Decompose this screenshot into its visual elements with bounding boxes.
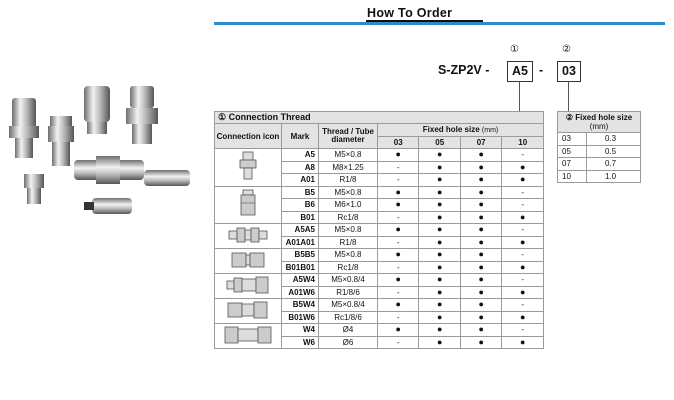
available-dot: ● bbox=[502, 161, 544, 174]
connection-fitting-icon bbox=[224, 326, 272, 344]
header-size-05: 05 bbox=[419, 136, 460, 149]
connection-table-caption: ① Connection Thread bbox=[215, 112, 544, 124]
part1-marker: ① bbox=[510, 44, 519, 55]
available-dot: ● bbox=[419, 299, 460, 312]
order-code-part1: A5 bbox=[507, 61, 533, 82]
available-dot: ● bbox=[378, 249, 419, 262]
connection-icon-group-2 bbox=[215, 186, 282, 224]
unavailable-dash: - bbox=[378, 174, 419, 187]
connection-fitting-icon bbox=[237, 151, 259, 181]
thread-cell: M5×0.8 bbox=[319, 224, 378, 237]
available-dot: ● bbox=[502, 211, 544, 224]
connection-icon-group-5 bbox=[215, 274, 282, 299]
connection-fitting-icon bbox=[226, 301, 270, 319]
available-dot: ● bbox=[502, 336, 544, 349]
available-dot: ● bbox=[419, 236, 460, 249]
unavailable-dash: - bbox=[378, 311, 419, 324]
header-fixed-hole-size bbox=[378, 124, 544, 137]
thread-cell: R1/8/6 bbox=[319, 286, 378, 299]
unavailable-dash: - bbox=[378, 161, 419, 174]
fitting-3 bbox=[84, 86, 110, 134]
unavailable-dash: - bbox=[378, 261, 419, 274]
available-dot: ● bbox=[502, 286, 544, 299]
header-connection-icon: Connection icon bbox=[215, 124, 282, 149]
available-dot: ● bbox=[419, 224, 460, 237]
unavailable-dash: - bbox=[378, 336, 419, 349]
hole-size-value: 0.5 bbox=[587, 145, 641, 158]
page-title: How To Order bbox=[367, 6, 453, 20]
fitting-1 bbox=[9, 98, 39, 158]
unavailable-dash: - bbox=[502, 299, 544, 312]
mark-cell: B5B5 bbox=[282, 249, 319, 262]
fitting-8 bbox=[84, 198, 132, 214]
mark-cell: B5W4 bbox=[282, 299, 319, 312]
mark-cell: A5W4 bbox=[282, 274, 319, 287]
mark-cell: W4 bbox=[282, 324, 319, 337]
mark-cell: A8 bbox=[282, 161, 319, 174]
mark-cell: B6 bbox=[282, 199, 319, 212]
unavailable-dash: - bbox=[502, 274, 544, 287]
available-dot: ● bbox=[378, 324, 419, 337]
hole-size-title: ② Fixed hole size bbox=[565, 113, 633, 122]
mark-cell: A01W6 bbox=[282, 286, 319, 299]
mark-cell: B01W6 bbox=[282, 311, 319, 324]
mark-cell: A5 bbox=[282, 149, 319, 162]
order-code-prefix: S-ZP2V - bbox=[438, 63, 490, 77]
unavailable-dash: - bbox=[502, 199, 544, 212]
header-size-07: 07 bbox=[460, 136, 501, 149]
connection-fitting-icon bbox=[237, 189, 259, 219]
available-dot: ● bbox=[460, 249, 501, 262]
table-row bbox=[215, 224, 544, 237]
mark-cell: A01 bbox=[282, 174, 319, 187]
connection-icon-group-4 bbox=[215, 249, 282, 274]
unavailable-dash: - bbox=[378, 286, 419, 299]
available-dot: ● bbox=[419, 211, 460, 224]
available-dot: ● bbox=[419, 286, 460, 299]
thread-cell: Ø6 bbox=[319, 336, 378, 349]
available-dot: ● bbox=[502, 236, 544, 249]
hole-size-row bbox=[558, 158, 641, 171]
available-dot: ● bbox=[460, 299, 501, 312]
thread-cell: Rc1/8 bbox=[319, 211, 378, 224]
thread-cell: Rc1/8/6 bbox=[319, 311, 378, 324]
thread-cell: R1/8 bbox=[319, 174, 378, 187]
hole-size-code: 05 bbox=[558, 145, 587, 158]
mark-cell: W6 bbox=[282, 336, 319, 349]
connection-fitting-icon bbox=[228, 251, 268, 269]
header-hole-unit: (mm) bbox=[481, 127, 499, 135]
thread-cell: M6×1.0 bbox=[319, 199, 378, 212]
hole-size-table-header bbox=[558, 112, 641, 133]
available-dot: ● bbox=[419, 274, 460, 287]
available-dot: ● bbox=[460, 174, 501, 187]
table-row bbox=[215, 249, 544, 262]
part2-leader-line bbox=[568, 81, 569, 111]
unavailable-dash: - bbox=[502, 224, 544, 237]
fitting-2 bbox=[48, 116, 74, 166]
hole-size-value: 0.3 bbox=[587, 133, 641, 146]
available-dot: ● bbox=[460, 274, 501, 287]
available-dot: ● bbox=[460, 236, 501, 249]
available-dot: ● bbox=[419, 199, 460, 212]
table-row bbox=[215, 324, 544, 337]
available-dot: ● bbox=[419, 311, 460, 324]
header-rule bbox=[214, 22, 665, 25]
available-dot: ● bbox=[419, 149, 460, 162]
hole-size-unit: (mm) bbox=[589, 122, 609, 131]
available-dot: ● bbox=[460, 149, 501, 162]
header-thread: Thread / Tube diameter bbox=[319, 124, 378, 149]
table-row bbox=[215, 274, 544, 287]
available-dot: ● bbox=[419, 324, 460, 337]
header-size-10: 10 bbox=[502, 136, 544, 149]
unavailable-dash: - bbox=[378, 236, 419, 249]
available-dot: ● bbox=[460, 286, 501, 299]
part2-marker: ② bbox=[562, 44, 571, 55]
available-dot: ● bbox=[378, 199, 419, 212]
hole-size-row bbox=[558, 145, 641, 158]
table-row bbox=[215, 186, 544, 199]
hole-size-code: 07 bbox=[558, 158, 587, 171]
available-dot: ● bbox=[419, 161, 460, 174]
hole-size-value: 1.0 bbox=[587, 170, 641, 183]
fitting-6 bbox=[74, 156, 144, 184]
unavailable-dash: - bbox=[502, 149, 544, 162]
available-dot: ● bbox=[419, 174, 460, 187]
thread-cell: M5×0.8/4 bbox=[319, 299, 378, 312]
unavailable-dash: - bbox=[502, 324, 544, 337]
hole-size-value: 0.7 bbox=[587, 158, 641, 171]
hole-size-row bbox=[558, 170, 641, 183]
thread-cell: R1/8 bbox=[319, 236, 378, 249]
available-dot: ● bbox=[502, 174, 544, 187]
hole-size-code: 10 bbox=[558, 170, 587, 183]
available-dot: ● bbox=[378, 186, 419, 199]
product-photo bbox=[4, 78, 204, 228]
thread-cell: M5×0.8 bbox=[319, 149, 378, 162]
header-hole-group: Fixed hole size bbox=[422, 125, 480, 135]
fitting-4 bbox=[126, 86, 158, 144]
fixed-hole-size-table bbox=[557, 111, 641, 183]
unavailable-dash: - bbox=[378, 211, 419, 224]
available-dot: ● bbox=[502, 311, 544, 324]
header-size-03: 03 bbox=[378, 136, 419, 149]
connection-fitting-icon bbox=[228, 226, 268, 244]
available-dot: ● bbox=[419, 186, 460, 199]
mark-cell: B01B01 bbox=[282, 261, 319, 274]
table-row bbox=[215, 149, 544, 162]
available-dot: ● bbox=[378, 299, 419, 312]
available-dot: ● bbox=[460, 224, 501, 237]
available-dot: ● bbox=[460, 324, 501, 337]
connection-thread-table bbox=[214, 111, 544, 349]
thread-cell: M5×0.8 bbox=[319, 249, 378, 262]
available-dot: ● bbox=[460, 336, 501, 349]
available-dot: ● bbox=[419, 261, 460, 274]
thread-cell: Rc1/8 bbox=[319, 261, 378, 274]
part1-leader-line bbox=[519, 81, 520, 111]
available-dot: ● bbox=[378, 149, 419, 162]
connection-icon-group-3 bbox=[215, 224, 282, 249]
available-dot: ● bbox=[378, 224, 419, 237]
fitting-5 bbox=[24, 174, 44, 204]
mark-cell: B01 bbox=[282, 211, 319, 224]
header-mark: Mark bbox=[282, 124, 319, 149]
thread-cell: Ø4 bbox=[319, 324, 378, 337]
available-dot: ● bbox=[460, 186, 501, 199]
hole-size-row bbox=[558, 133, 641, 146]
available-dot: ● bbox=[460, 311, 501, 324]
available-dot: ● bbox=[419, 336, 460, 349]
mark-cell: B5 bbox=[282, 186, 319, 199]
order-code-dash: - bbox=[539, 63, 544, 77]
connection-icon-group-6 bbox=[215, 299, 282, 324]
available-dot: ● bbox=[460, 161, 501, 174]
thread-cell: M8×1.25 bbox=[319, 161, 378, 174]
unavailable-dash: - bbox=[502, 249, 544, 262]
thread-cell: M5×0.8/4 bbox=[319, 274, 378, 287]
available-dot: ● bbox=[460, 199, 501, 212]
table-row bbox=[215, 299, 544, 312]
mark-cell: A01A01 bbox=[282, 236, 319, 249]
thread-cell: M5×0.8 bbox=[319, 186, 378, 199]
available-dot: ● bbox=[460, 211, 501, 224]
available-dot: ● bbox=[419, 249, 460, 262]
unavailable-dash: - bbox=[502, 186, 544, 199]
mark-cell: A5A5 bbox=[282, 224, 319, 237]
fitting-7 bbox=[144, 170, 190, 186]
connection-fitting-icon bbox=[226, 276, 270, 294]
hole-size-code: 03 bbox=[558, 133, 587, 146]
available-dot: ● bbox=[502, 261, 544, 274]
available-dot: ● bbox=[460, 261, 501, 274]
available-dot: ● bbox=[378, 274, 419, 287]
order-code-part2: 03 bbox=[557, 61, 581, 82]
connection-icon-group-7 bbox=[215, 324, 282, 349]
connection-icon-group-1 bbox=[215, 149, 282, 187]
